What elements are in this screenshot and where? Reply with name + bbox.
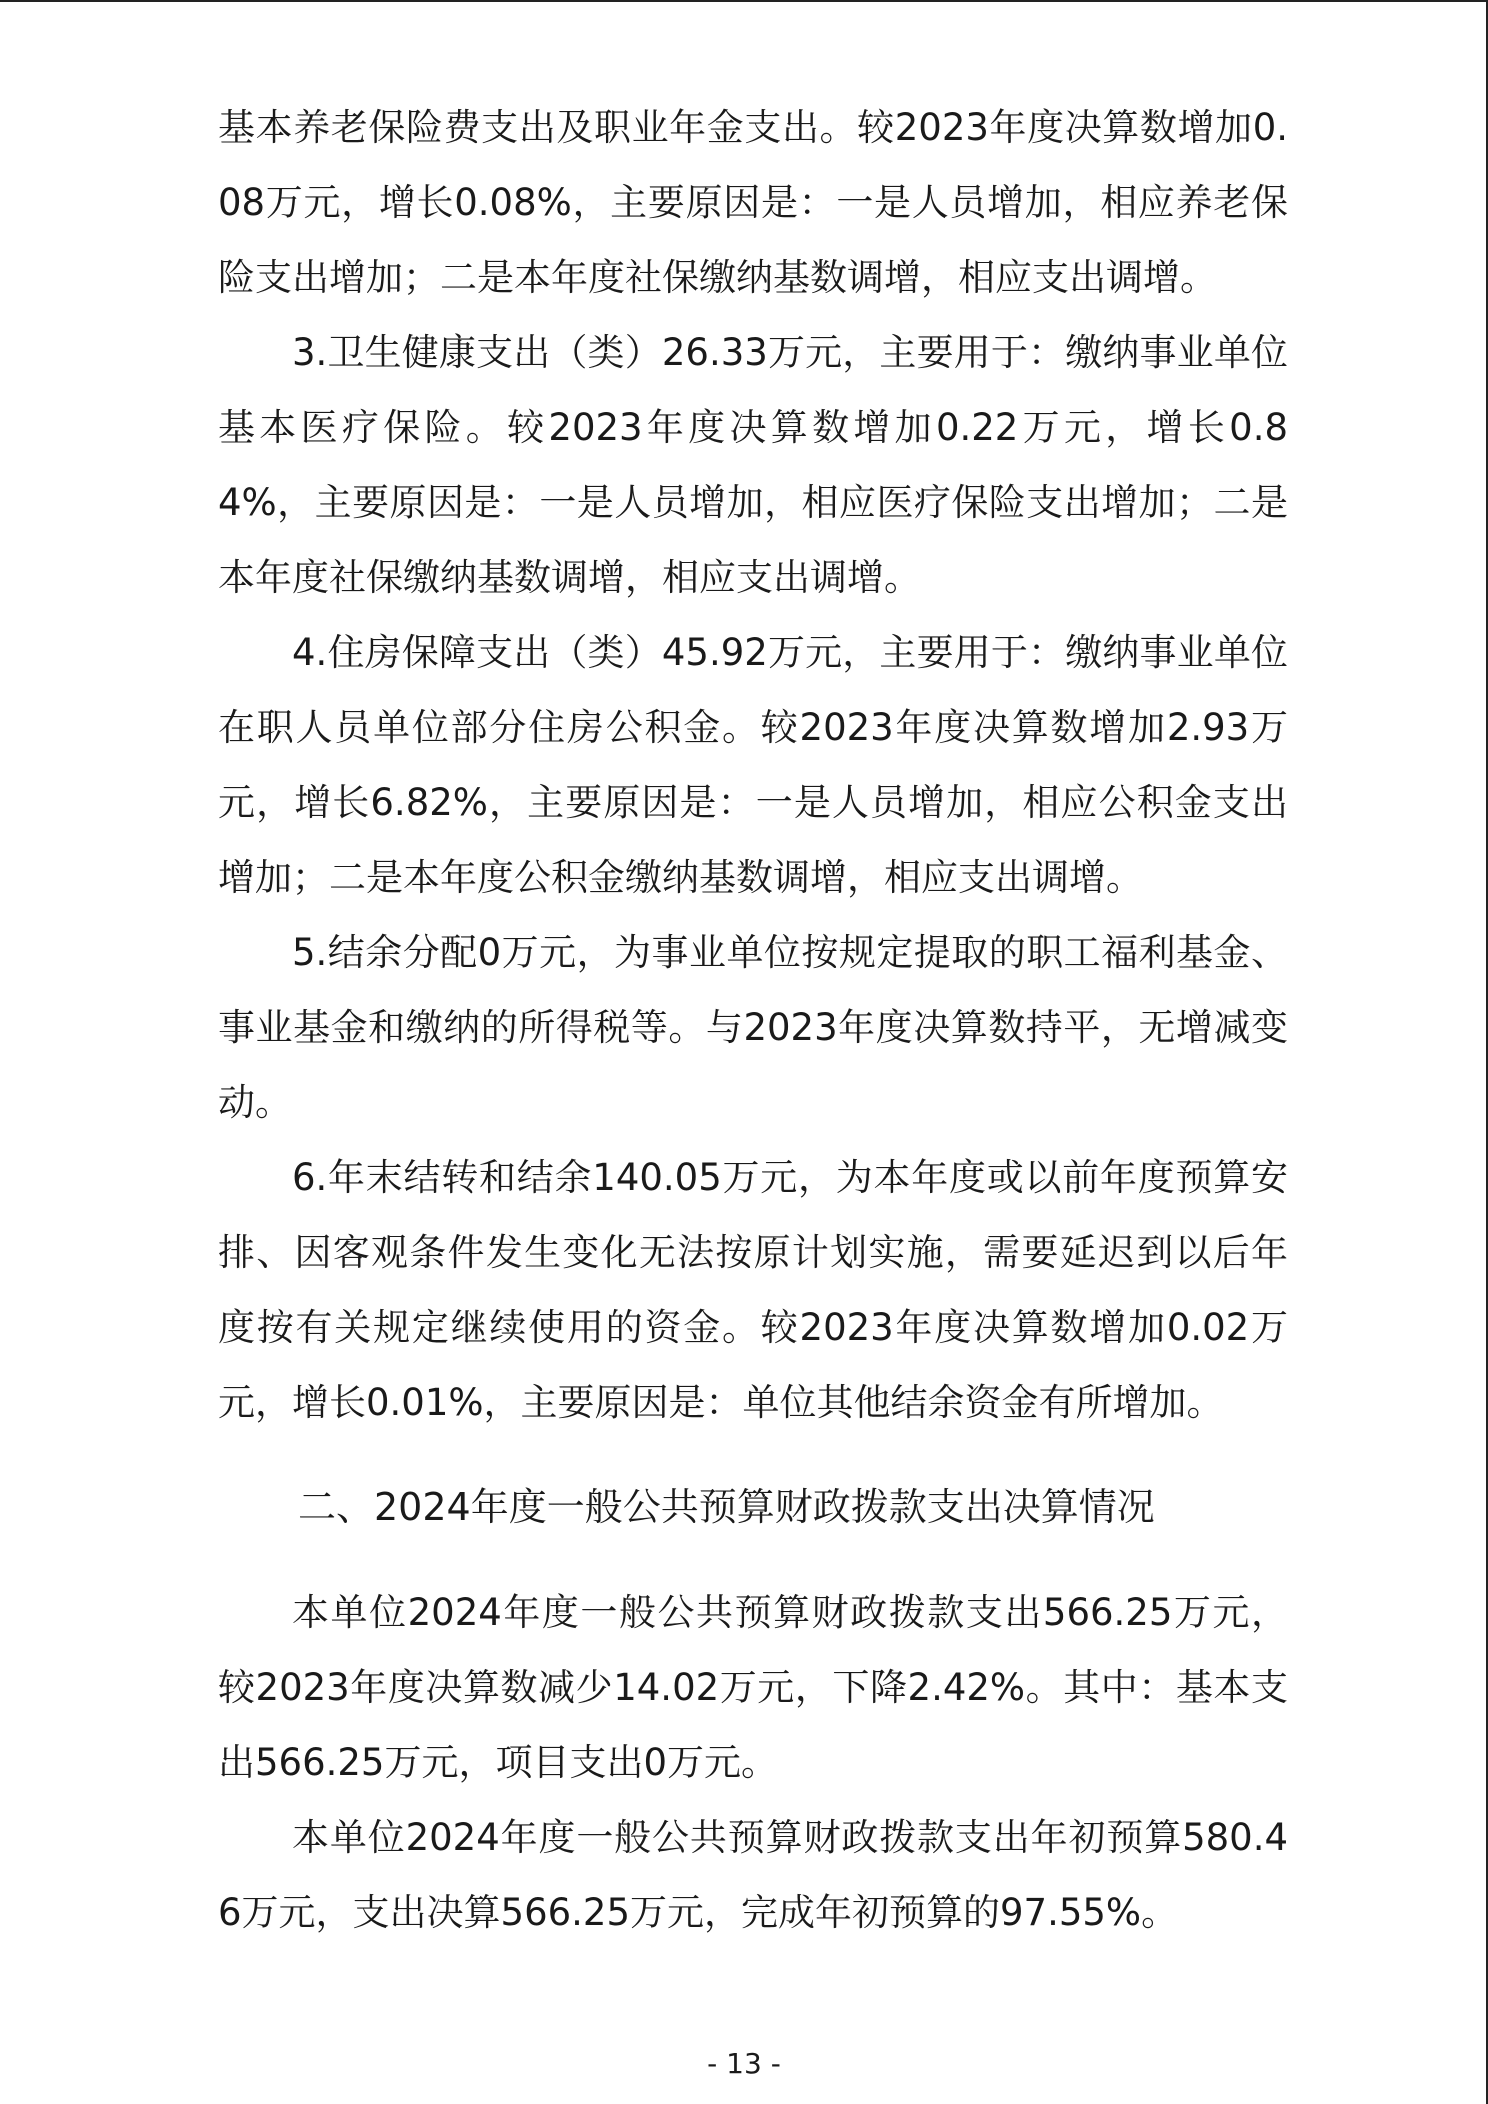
paragraph-year-end-carryover: 6.年末结转和结余140.05万元，为本年度或以前年度预算安排、因客观条件发生变化无法按原计划实施，需要延迟到以后年度按有关规定继续使用的资金。较2023年度决算数增加0.02万元，增长0.01%，主要原因是：单位其他结余资金有所增加。 — [218, 1156, 1288, 1424]
paragraph-budget-completion: 本单位2024年度一般公共预算财政拨款支出年初预算580.46万元，支出决算566.25万元，完成年初预算的97.55%。 — [218, 1816, 1288, 1934]
page-number: - 13 - — [707, 2047, 781, 2080]
paragraph-housing: 4.住房保障支出（类）45.92万元，主要用于：缴纳事业单位在职人员单位部分住房公积金。较2023年度决算数增加2.93万元，增长6.82%，主要原因是：一是人员增加，相应公积金支出增加；二是本年度公积金缴纳基数调增，相应支出调增。 — [218, 631, 1288, 899]
paragraph-pension: 基本养老保险费支出及职业年金支出。较2023年度决算数增加0.08万元，增长0.08%，主要原因是：一是人员增加，相应养老保险支出增加；二是本年度社保缴纳基数调增，相应支出调增。 — [218, 106, 1288, 299]
paragraph-health: 3.卫生健康支出（类）26.33万元，主要用于：缴纳事业单位基本医疗保险。较2023年度决算数增加0.22万元，增长0.84%，主要原因是：一是人员增加，相应医疗保险支出增加；二是本年度社保缴纳基数调增，相应支出调增。 — [218, 331, 1288, 599]
document-body — [218, 90, 1288, 1950]
section-heading: 二、2024年度一般公共预算财政拨款支出决算情况 — [298, 1485, 1155, 1529]
paragraph-surplus-distribution: 5.结余分配0万元，为事业单位按规定提取的职工福利基金、事业基金和缴纳的所得税等。与2023年度决算数持平，无增减变动。 — [218, 931, 1288, 1124]
paragraph-general-budget-expenditure: 本单位2024年度一般公共预算财政拨款支出566.25万元，较2023年度决算数减少14.02万元，下降2.42%。其中：基本支出566.25万元，项目支出0万元。 — [218, 1591, 1288, 1784]
